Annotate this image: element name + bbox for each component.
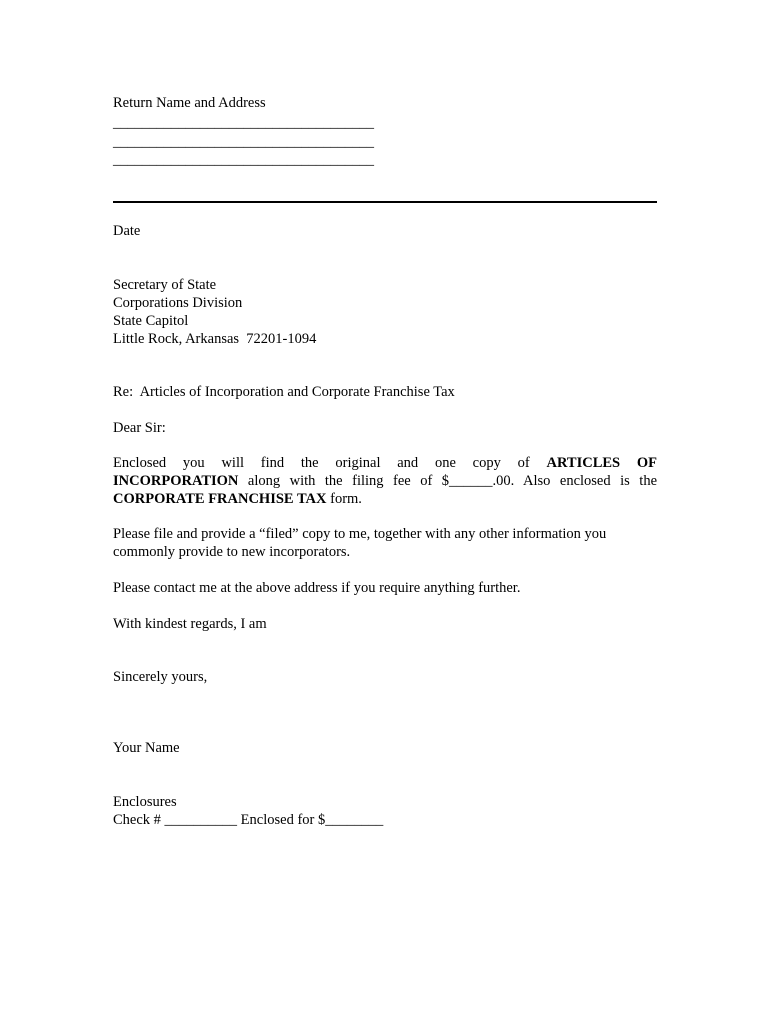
paragraph-1-line-2 — [113, 472, 657, 490]
subject-line: Re: Articles of Incorporation and Corporate Franchise Tax — [113, 384, 455, 400]
return-address-line-3: ____________________________________ — [113, 152, 374, 168]
paragraph-1-text-b: along with the filing fee of $______.00. Also enclosed is the — [247, 473, 657, 489]
incorporation-bold: INCORPORATION — [113, 473, 239, 489]
paragraph-1-text-a: Enclosed you will find the original and one copy of — [113, 455, 530, 471]
recipient-line-2: Corporations Division — [113, 295, 243, 311]
closing-sincerely: Sincerely yours, — [113, 669, 208, 685]
body-paragraph-3: Please contact me at the above address if you require anything further. — [113, 580, 521, 596]
body-paragraph-1 — [113, 454, 657, 508]
check-enclosed-line: Check # __________ Enclosed for $________ — [113, 812, 384, 828]
salutation: Dear Sir: — [113, 420, 166, 436]
recipient-line-1: Secretary of State — [113, 277, 217, 293]
paragraph-1-line-3 — [113, 490, 657, 508]
return-address-line-1: ____________________________________ — [113, 115, 374, 131]
body-paragraph-2-line-1: Please file and provide a “filed” copy to me, together with any other information you — [113, 526, 607, 542]
paragraph-1-line-1 — [113, 454, 657, 472]
return-address-line-2: ____________________________________ — [113, 134, 374, 150]
recipient-line-3: State Capitol — [113, 313, 189, 329]
signature-name: Your Name — [113, 740, 180, 756]
paragraph-1-text-c: form. — [330, 491, 362, 507]
closing-regards: With kindest regards, I am — [113, 616, 267, 632]
header-divider — [113, 201, 657, 203]
franchise-tax-bold: CORPORATE FRANCHISE TAX — [113, 491, 327, 507]
recipient-line-4: Little Rock, Arkansas 72201-1094 — [113, 331, 317, 347]
articles-of-bold: ARTICLES OF — [546, 455, 658, 471]
body-paragraph-2-line-2: commonly provide to new incorporators. — [113, 544, 351, 560]
date-label: Date — [113, 223, 141, 239]
return-address-label: Return Name and Address — [113, 95, 266, 111]
enclosures-label: Enclosures — [113, 794, 177, 810]
